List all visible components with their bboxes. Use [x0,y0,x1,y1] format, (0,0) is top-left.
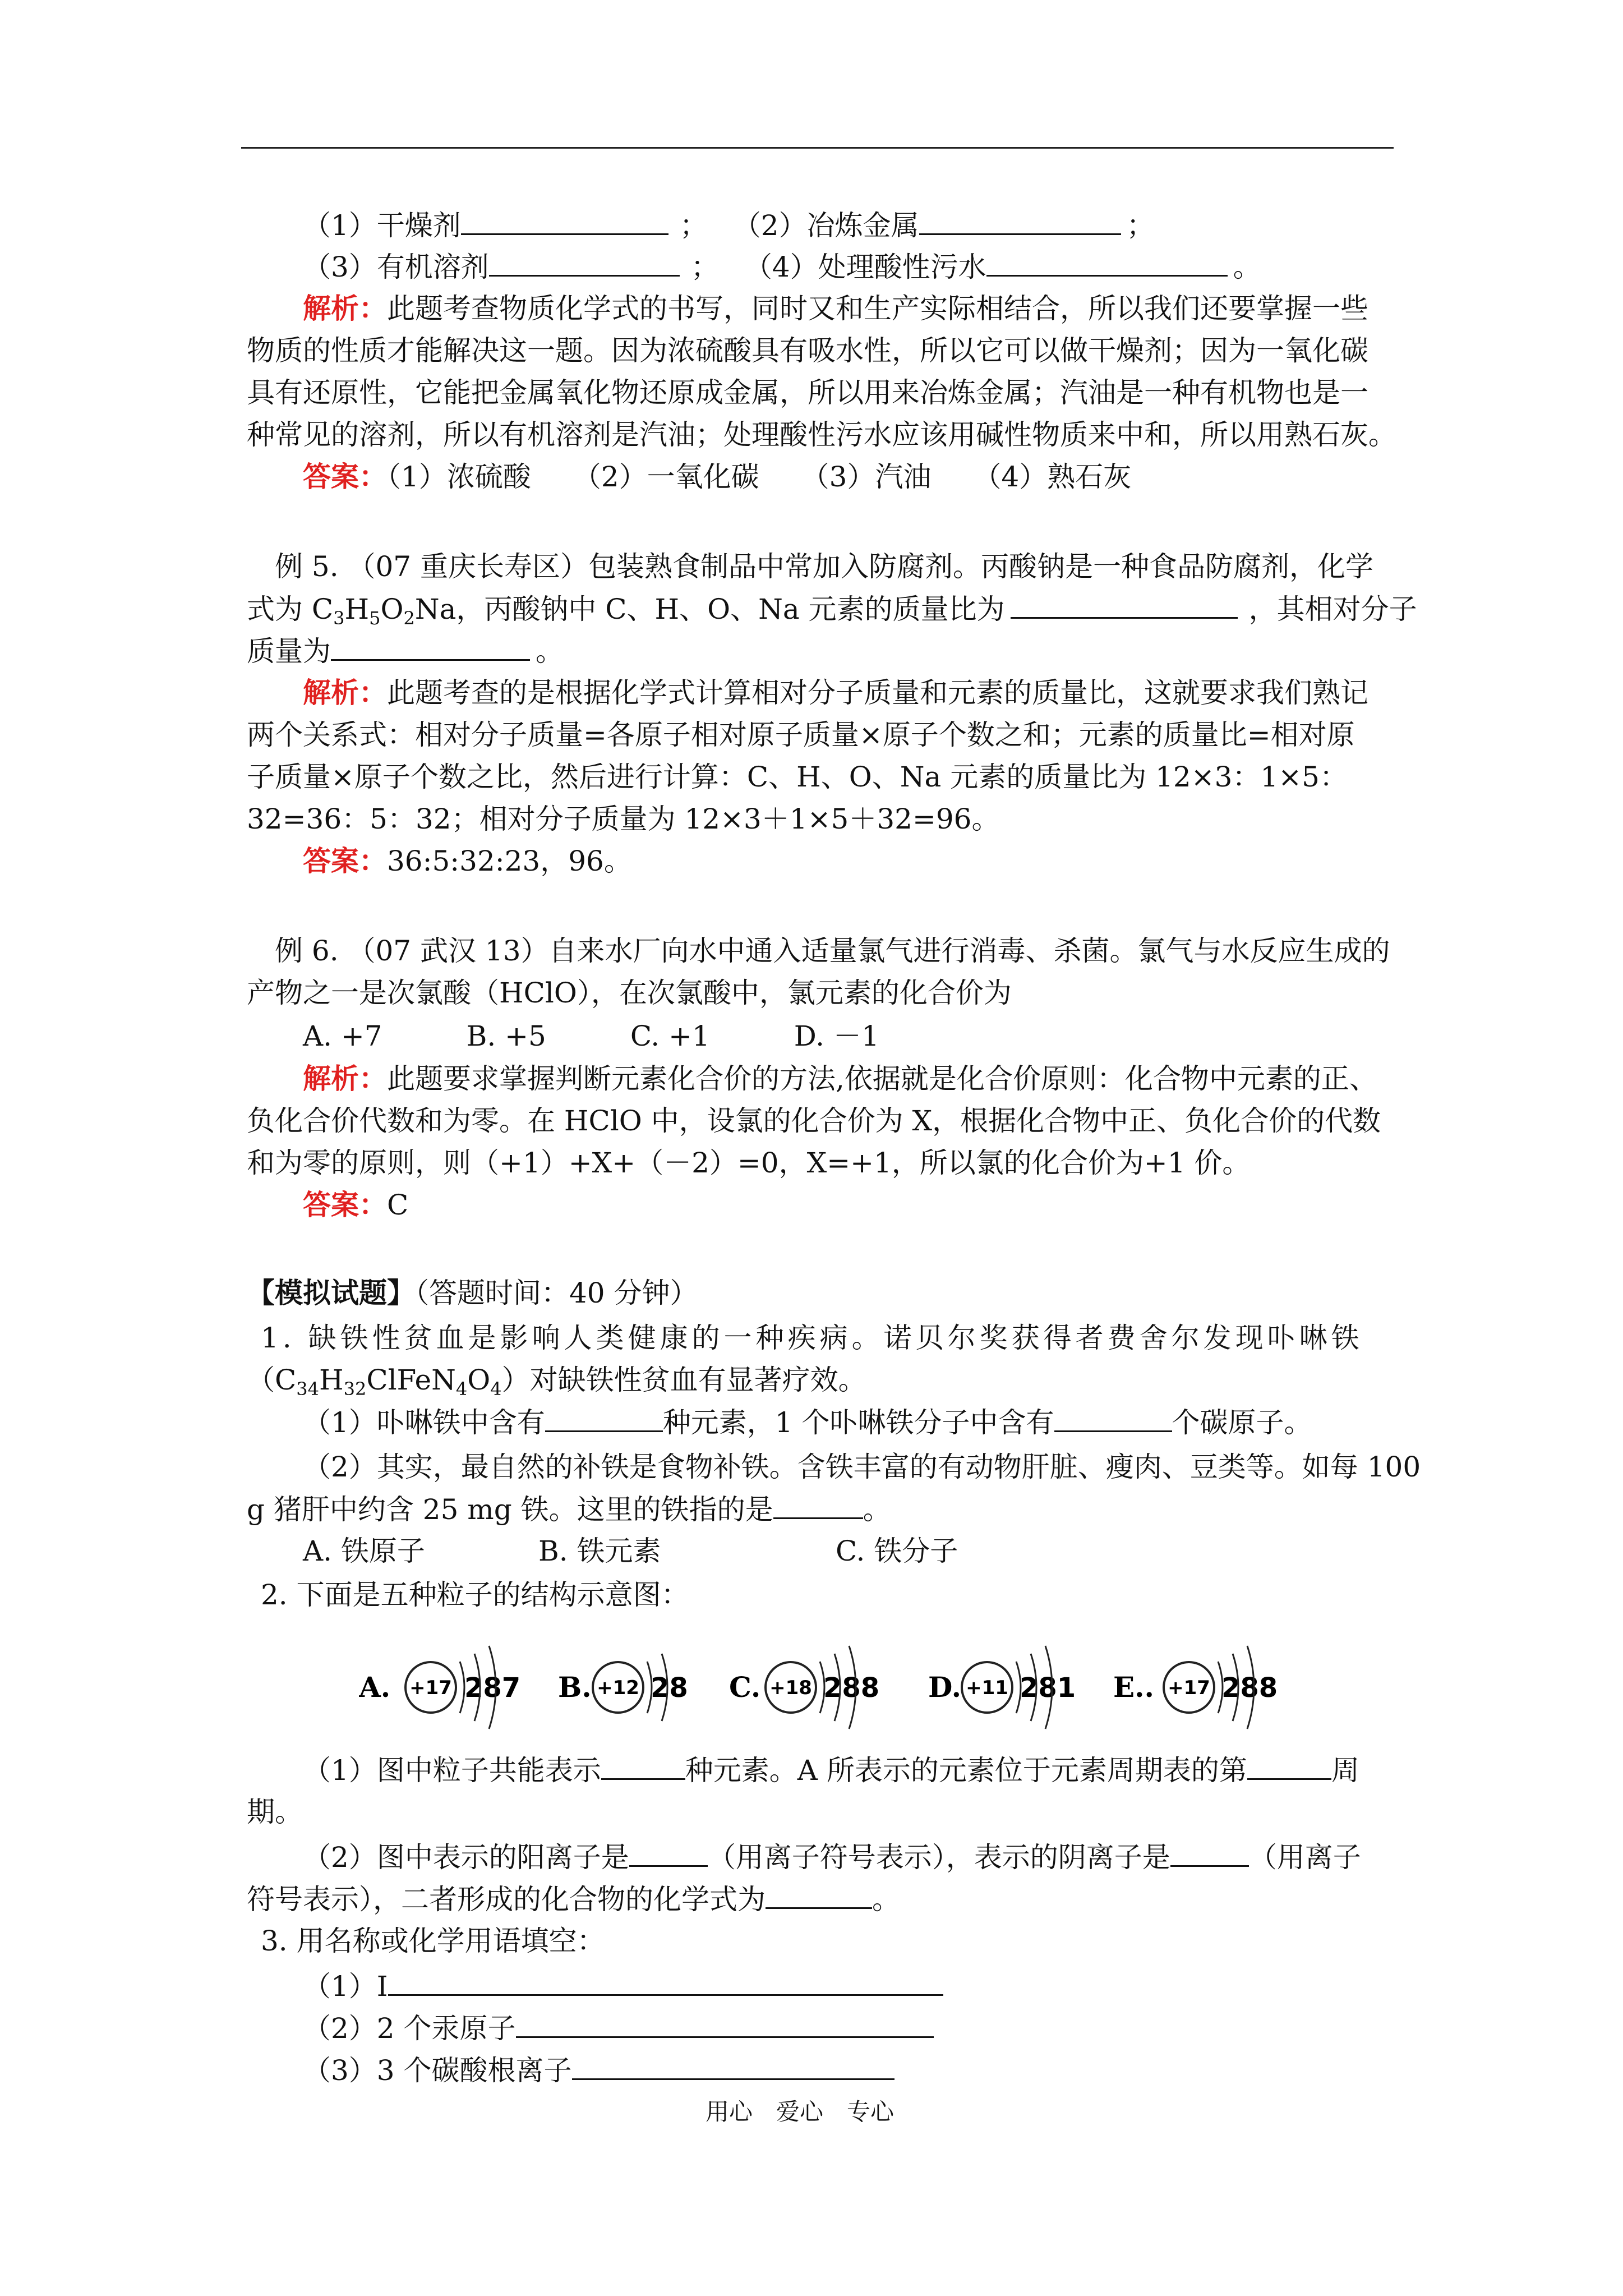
subscript: 3 [333,608,345,629]
blank [601,1750,685,1780]
analysis-text: 两个关系式：相对分子质量=各原子相对原子质量×原子个数之和；元素的质量比=相对原 [247,719,1355,751]
blank [1247,1750,1331,1780]
blank [331,631,530,661]
blank [388,1966,943,1996]
particle-a [359,1646,520,1729]
svg-text:+11: +11 [966,1677,1008,1699]
analysis-text: 种常见的溶剂，所以有机溶剂是汽油；处理酸性污水应该用碱性物质来中和，所以用熟石灰。 [247,418,1396,451]
fill-line-1 [303,205,1155,245]
question-3-item-2 [303,2008,934,2047]
text: O [380,593,404,625]
blank [1170,1837,1249,1867]
blank [461,205,668,235]
svg-text:C.: C. [729,1671,761,1704]
text: （1）图中粒子共能表示 [303,1754,601,1787]
punct: 。 [1233,251,1261,283]
svg-text:A.: A. [359,1671,391,1704]
text: 质量为 [247,635,331,668]
analysis-text: 物质的性质才能解决这一题。因为浓硫酸具有吸水性，所以它可以做干燥剂；因为一氧化碳 [247,334,1368,367]
text: 周 [1331,1754,1359,1787]
text: 种元素。A 所表示的元素位于元素周期表的第 [685,1754,1247,1787]
text: 符号表示），二者形成的化合物的化学式为 [247,1883,766,1916]
blank [986,247,1228,277]
text: H [344,593,370,625]
question-1-part-2 [247,1489,891,1529]
analysis-text: 具有还原性，它能把金属氧化物还原成金属，所以用来冶炼金属；汽油是一种有机物也是一 [247,376,1368,409]
text: 种元素，1 个卟啉铁分子中含有 [662,1406,1054,1439]
page-footer: 用心 爱心 专心 [706,2098,895,2125]
analysis-line [303,1059,1377,1098]
blank [572,2050,895,2080]
svg-text:287: 287 [464,1672,521,1704]
blank [1011,589,1238,619]
svg-text:B.: B. [558,1671,592,1704]
text: （3）3 个碳酸根离子 [303,2054,572,2087]
analysis-text: 负化合价代数和为零。在 HClO 中，设氯的化合价为 X，根据化合物中正、负化合价的代数 [247,1105,1381,1137]
text: ）对缺铁性贫血有显著疗效。 [501,1364,866,1396]
punct: ； [679,209,708,242]
analysis-line [303,289,1368,328]
text: （1）卟啉铁中含有 [303,1406,545,1439]
example-6-options: A. +7 B. +5 C. +1 D. －1 [303,1020,879,1052]
particle-b [558,1654,688,1721]
analysis-text: 子质量×原子个数之比，然后进行计算：C、H、O、Na 元素的质量比为 12×3：1×5： [247,761,1348,793]
text: （1）I [303,1970,388,2003]
subscript: 4 [455,1378,468,1400]
svg-text:+17: +17 [409,1677,452,1699]
subscript: 2 [403,608,415,629]
answer-text: C [387,1189,409,1221]
text: （用离子 [1248,1841,1361,1874]
punct: ； [690,251,719,283]
text: （2）图中表示的阳离子是 [303,1841,629,1874]
item-smelting: （2）冶炼金属 [746,209,919,242]
question-3-item-1 [303,1966,943,2005]
particle-e [1113,1646,1278,1729]
question-2-part-2 [247,1879,900,1918]
text: g 猪肝中约含 25 mg 铁。这里的铁指的是 [247,1493,773,1526]
text: H [319,1364,344,1396]
subscript: 5 [369,608,381,629]
answer-line [303,841,632,881]
particle-c [729,1646,879,1729]
item-acid-water: （4）处理酸性污水 [758,251,986,283]
analysis-text: 32=36：5：32；相对分子质量为 12×3＋1×5＋32=96。 [247,803,1000,835]
answer-line [303,1185,408,1225]
blank [545,1402,663,1432]
analysis-label: 解析： [303,292,387,325]
example-5-question [247,631,564,670]
blank [919,205,1121,235]
section-title: 【模拟试题】 [247,1276,415,1309]
example-5-question: 例 5. （07 重庆长寿区）包装熟食制品中常加入防腐剂。丙酸钠是一种食品防腐剂，化学 [275,550,1374,583]
question-1-options [303,1531,958,1571]
svg-text:E..: E.. [1113,1671,1154,1704]
text: 个碳原子。 [1172,1406,1312,1439]
text: O [467,1364,491,1396]
text: ，其相对分子 [1248,593,1417,625]
particle-d [928,1646,1076,1729]
text: （2）2 个汞原子 [303,2012,516,2045]
text: 式为 C [247,593,334,625]
option-c: C. 铁分子 [836,1535,958,1567]
answer-label: 答案： [303,460,387,493]
svg-text:D.: D. [928,1671,961,1704]
svg-text:+18: +18 [769,1677,812,1699]
answer-text: （1）浓硫酸 （2）一氧化碳 （3）汽油 （4）熟石灰 [387,461,1132,493]
analysis-text: 此题要求掌握判断元素化合价的方法,依据就是化合价原则：化合物中元素的正、 [387,1062,1377,1095]
svg-text:288: 288 [1221,1672,1278,1704]
blank [773,1489,863,1519]
question-2-part-1: 期。 [247,1796,303,1828]
svg-text:28: 28 [651,1672,688,1704]
answer-line [303,457,1131,496]
mock-test-heading [247,1273,698,1313]
example-5-question [247,589,1417,628]
question-3-item-3 [303,2050,895,2090]
time-limit: （答题时间：40 分钟） [415,1277,698,1309]
blank [629,1837,708,1867]
example-6-question: 产物之一是次氯酸（HClO），在次氯酸中，氯元素的化合价为 [247,977,1012,1009]
option-a: A. 铁原子 [303,1535,425,1567]
question-3: 3. 用名称或化学用语填空： [261,1925,605,1957]
answer-label: 答案： [303,844,387,877]
subscript: 4 [490,1378,502,1400]
blank [1054,1402,1172,1432]
subscript: 32 [343,1378,367,1400]
blank [516,2008,934,2038]
text: （用离子符号表示），表示的阴离子是 [707,1841,1170,1874]
subscript: 34 [296,1378,319,1400]
item-solvent: （3）有机溶剂 [303,251,489,283]
question-1 [247,1360,866,1400]
fill-line-2 [303,247,1261,286]
answer-text: 36:5:32:23，96。 [387,845,632,877]
analysis-label: 解析： [303,676,387,709]
text: ClFeN [366,1364,456,1396]
text: 。 [863,1493,891,1526]
svg-text:+12: +12 [597,1677,639,1699]
question-1-part-2: （2）其实，最自然的补铁是食物补铁。含铁丰富的有动物肝脏、瘦肉、豆类等。如每 100 [303,1451,1421,1483]
text: 。 [872,1883,900,1916]
svg-text:281: 281 [1020,1672,1076,1704]
analysis-line [303,673,1368,712]
question-1-part-1 [303,1402,1312,1442]
text: 。 [536,635,564,668]
punct: ； [1126,209,1155,242]
question-2: 2. 下面是五种粒子的结构示意图： [261,1579,689,1611]
text: Na，丙酸钠中 C、H、O、Na 元素的质量比为 [414,593,1005,625]
option-b: B. 铁元素 [538,1535,661,1567]
blank [489,247,680,277]
analysis-text: 此题考查的是根据化学式计算相对分子质量和元素的质量比，这就要求我们熟记 [387,677,1368,709]
svg-text:+17: +17 [1168,1677,1210,1699]
example-6-question: 例 6. （07 武汉 13）自来水厂向水中通入适量氯气进行消毒、杀菌。氯气与水反应生成的 [275,935,1390,967]
text: （C [247,1364,297,1396]
particle-structure-diagram [359,1621,1284,1750]
question-1: 1. 缺铁性贫血是影响人类健康的一种疾病。诺贝尔奖获得者费舍尔发现卟啉铁 [261,1322,1363,1354]
header-rule [241,147,1394,149]
question-2-part-1 [303,1750,1359,1789]
analysis-text: 此题考查物质化学式的书写，同时又和生产实际相结合，所以我们还要掌握一些 [387,292,1368,325]
svg-text:288: 288 [823,1672,880,1704]
blank [766,1879,872,1909]
analysis-label: 解析： [303,1062,387,1095]
analysis-text: 和为零的原则，则（+1）+X+（－2）=0，X=+1，所以氯的化合价为+1 价。 [247,1147,1251,1179]
question-2-part-2 [303,1837,1361,1876]
answer-label: 答案： [303,1188,387,1221]
item-drying-agent: （1）干燥剂 [303,209,461,242]
